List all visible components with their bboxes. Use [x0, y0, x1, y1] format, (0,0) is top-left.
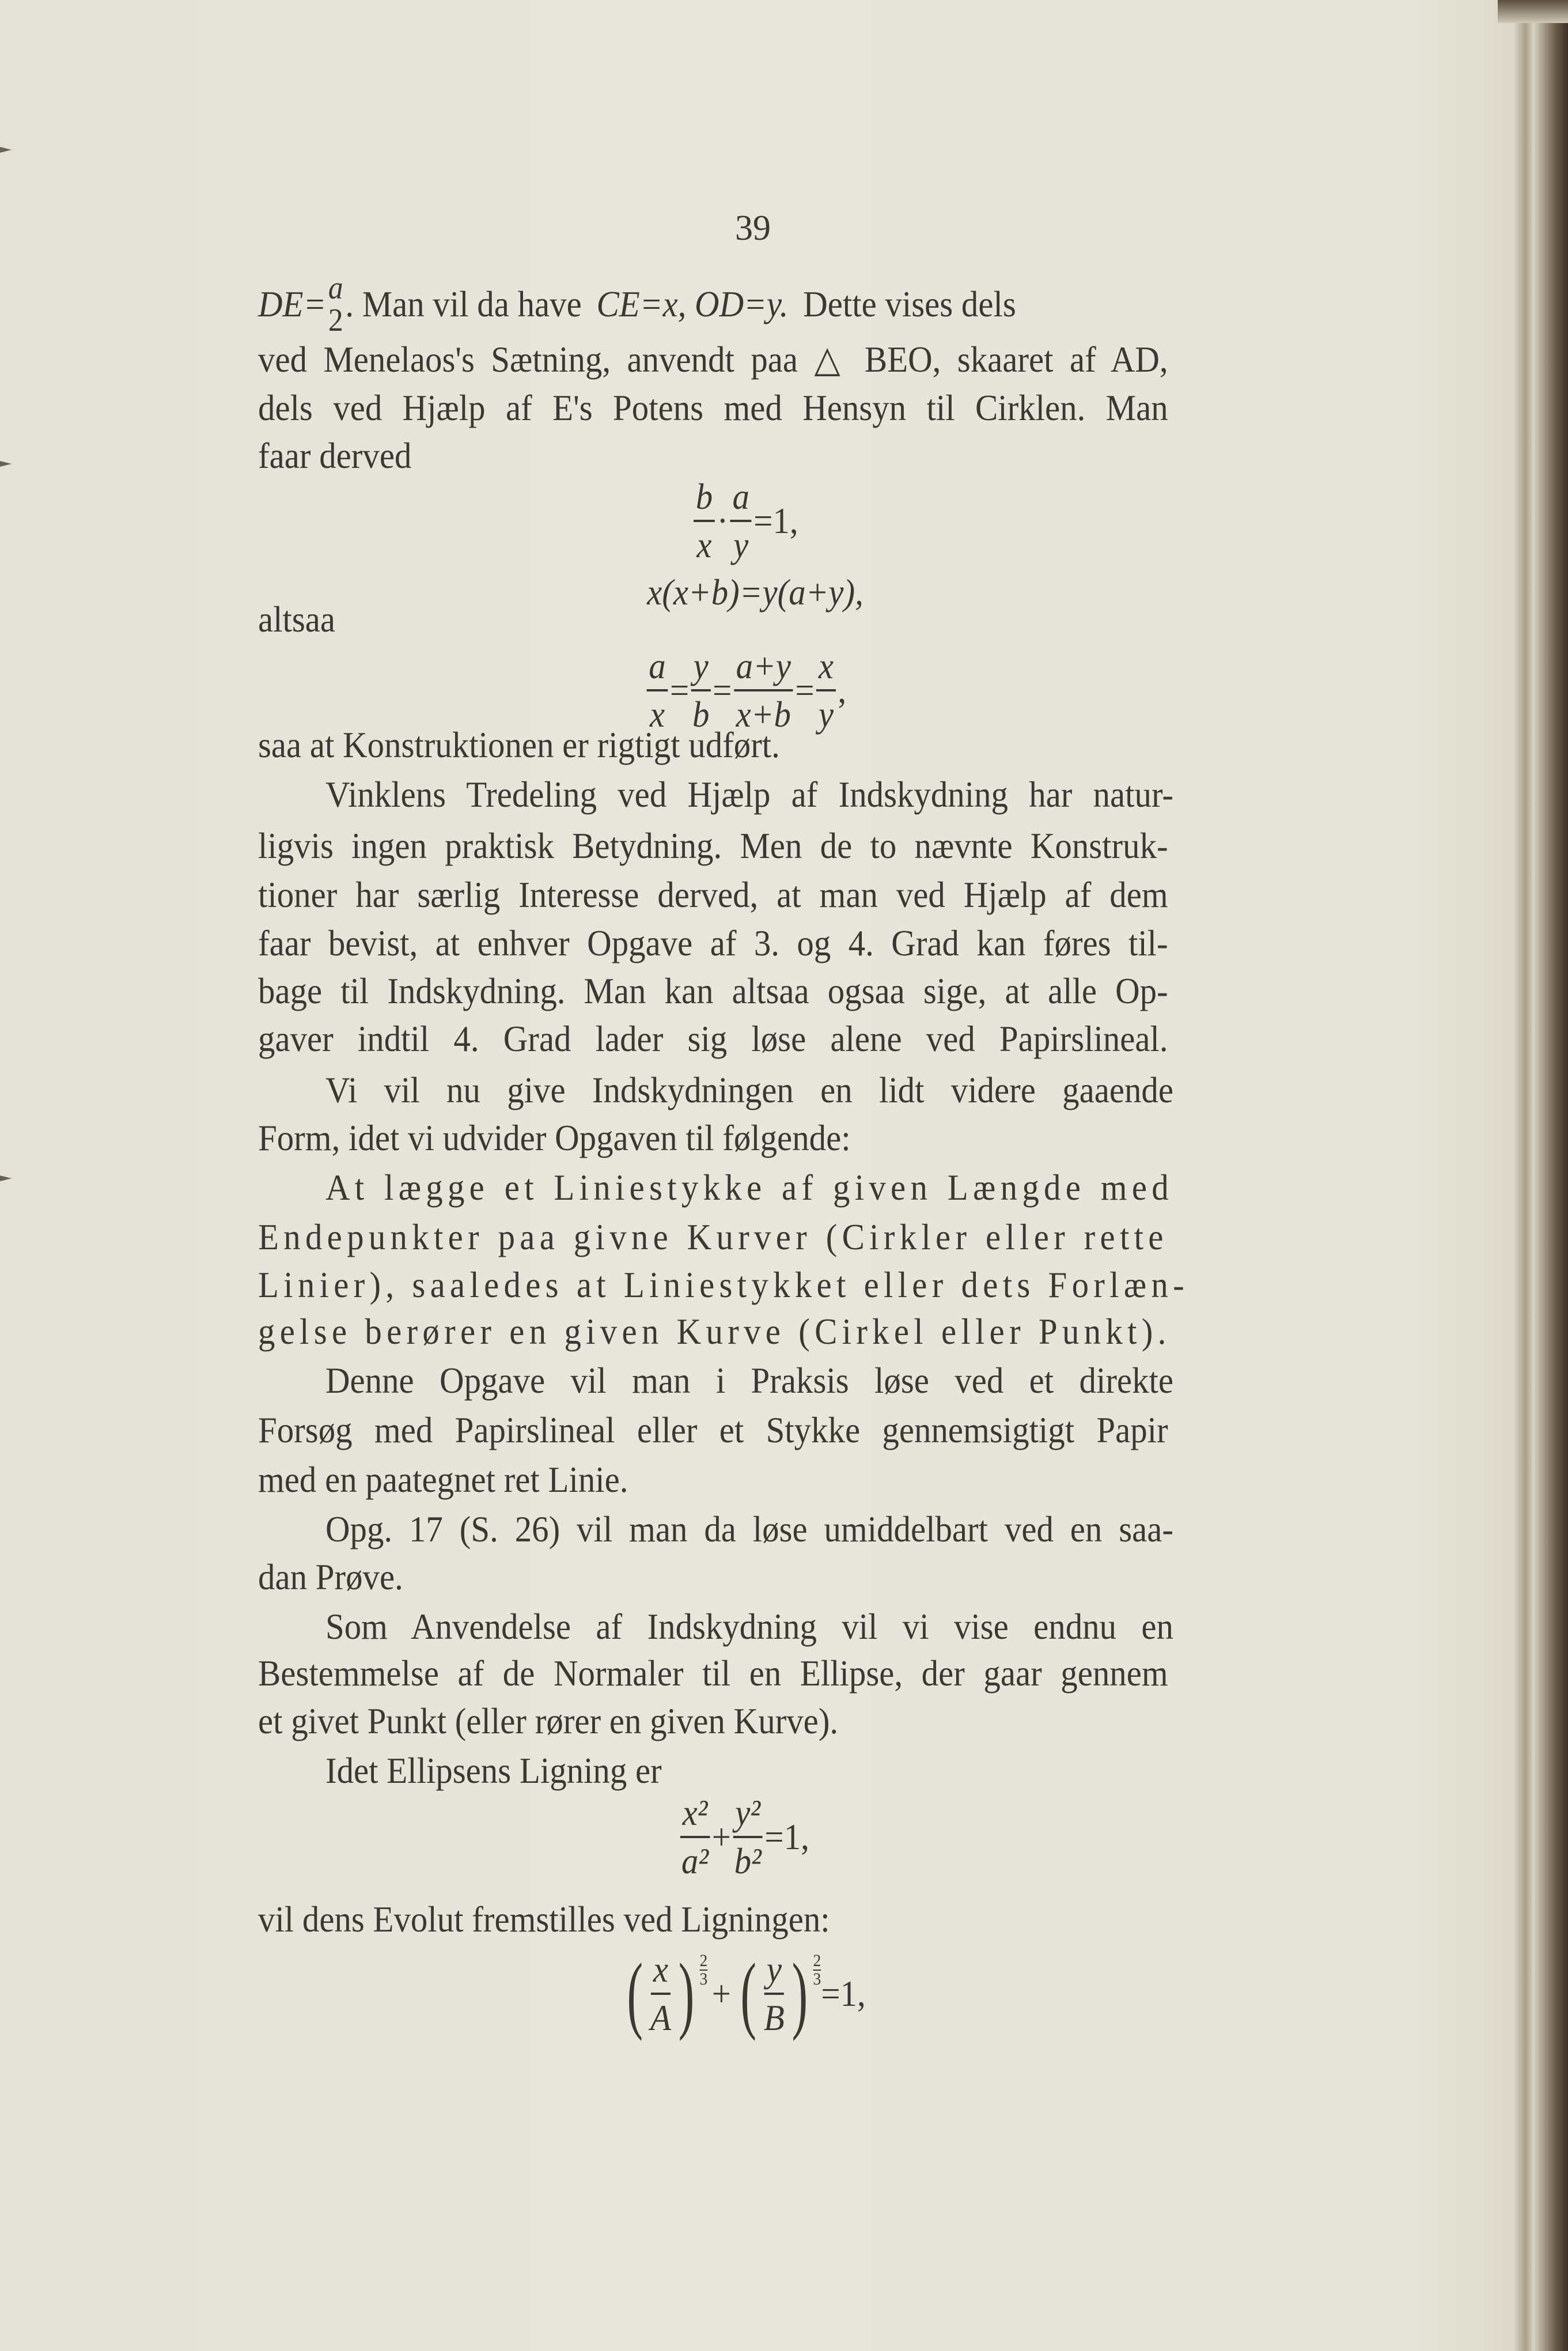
text-line: Form, idet vi udvider Opgaven til følgende: [258, 1117, 851, 1158]
fraction [328, 272, 343, 337]
text-line: altsaa [258, 599, 336, 640]
math-inline: DE= [258, 284, 327, 324]
text-line: Vinklens Tredeling ved Hjælp af Indskydning har natur- [325, 774, 1173, 815]
paren: ( [740, 1946, 757, 2042]
text-line: gaver indtil 4. Grad lader sig løse alene ved Papirslineal. [258, 1018, 1168, 1059]
operator: = [713, 670, 732, 710]
denominator: y [818, 694, 834, 735]
operator: = [670, 670, 690, 710]
equation-evolute [622, 1946, 865, 2041]
denominator: B [763, 1997, 785, 2038]
text-line: Endepunkter paa givne Kurver (Cirkler eller rette [258, 1216, 1168, 1257]
text-line: Som Anvendelse af Indskydning vil vi vise endnu en [325, 1606, 1173, 1647]
rhs: =1, [753, 500, 798, 541]
paren: ) [791, 1946, 808, 2042]
denominator: A [650, 1997, 671, 2038]
numerator: y² [733, 1790, 763, 1838]
text-line: tioner har særlig Interesse derved, at man ved Hjælp af dem [258, 874, 1168, 915]
exponent-den: 3 [699, 1970, 708, 1989]
text-line: Forsøg med Papirslineal eller et Stykke gennemsigtigt Papir [258, 1409, 1168, 1450]
denominator: x [696, 524, 712, 565]
exponent-num: 2 [813, 1951, 821, 1970]
text-line: faar derved [258, 435, 412, 476]
text-line: Idet Ellipsens Ligning er [325, 1750, 662, 1791]
fraction [650, 1946, 671, 2041]
operator: + [711, 1816, 731, 1857]
text-line: et givet Punkt (eller rører en given Kurve). [258, 1700, 839, 1741]
paren: ) [678, 1946, 695, 2042]
text-line: At lægge et Liniestykke af given Længde med [325, 1167, 1173, 1208]
text-line: saa at Konstruktionen er rigtigt udført. [258, 724, 780, 765]
text-line [258, 270, 1168, 338]
fraction [733, 1790, 763, 1884]
fraction [764, 1946, 785, 2041]
numerator: y [691, 643, 710, 691]
denominator: y [733, 524, 749, 565]
exponent-num: 2 [699, 1951, 708, 1970]
text-line: bage til Indskydning. Man kan altsaa ogsaa sige, at alle Op- [258, 970, 1168, 1011]
punctuation: , [838, 670, 847, 710]
exponent-den: 3 [813, 1970, 821, 1989]
text-line: Denne Opgave vil man i Praksis løse ved et direkte [325, 1360, 1173, 1401]
exponent [700, 1952, 708, 1988]
denominator: x+b [736, 694, 791, 735]
text: . Man vil da have [345, 284, 590, 324]
operator: = [795, 670, 815, 710]
rhs: =1, [821, 1973, 866, 2014]
text-line: faar bevist, at enhver Opgave af 3. og 4. Grad kan føres til- [258, 923, 1168, 963]
text-line: Vi vil nu give Indskydningen en lidt videre gaaende [325, 1069, 1173, 1110]
text-line: ligvis ingen praktisk Betydning. Men de to nævnte Konstruk- [258, 825, 1168, 866]
text-line: ved Menelaos's Sætning, anvendt paa △ BEO, skaaret af AD, [258, 339, 1168, 380]
text-line: dan Prøve. [258, 1556, 403, 1597]
denominator: 2 [328, 303, 343, 338]
text-line: dels ved Hjælp af E's Potens med Hensyn til Cirklen. Man [258, 387, 1168, 428]
numerator: x [651, 1946, 670, 1995]
operator: · [717, 500, 729, 541]
page-number: 39 [735, 209, 771, 248]
numerator: x [816, 643, 835, 691]
fraction [680, 1790, 710, 1884]
text-line: gelse berører en given Kurve (Cirkel eller Punkt). [258, 1311, 1171, 1352]
text-line: med en paategnet ret Linie. [258, 1459, 628, 1500]
numerator: a [647, 643, 668, 691]
equation-ellipse [678, 1790, 809, 1884]
book-edge [1498, 0, 1568, 23]
equation-1 [691, 474, 798, 568]
numerator: a [328, 270, 343, 306]
rhs: =1, [764, 1816, 809, 1857]
equation-2: x(x+b)=y(a+y), [647, 572, 863, 613]
numerator: a [730, 474, 752, 522]
denominator: a² [681, 1840, 709, 1881]
numerator: x² [680, 1790, 710, 1838]
text-line: vil dens Evolut fremstilles ved Ligningen: [258, 1899, 830, 1940]
denominator: b [692, 694, 710, 735]
text-line: Opg. 17 (S. 26) vil man da løse umiddelbart ved en saa- [325, 1509, 1173, 1549]
text: Dette vises dels [794, 284, 1016, 324]
paren: ( [627, 1946, 643, 2042]
exponent [813, 1952, 821, 1988]
fraction [730, 474, 752, 568]
fraction [694, 474, 715, 568]
denominator: x [649, 694, 665, 735]
text-line: Linier), saaledes at Liniestykket eller dets Forlæn- [258, 1264, 1189, 1305]
math-inline: CE=x, OD=y. [596, 284, 789, 324]
numerator: b [694, 474, 715, 522]
numerator: y [764, 1946, 783, 1995]
text-line: Bestemmelse af de Normaler til en Ellipse, der gaar gennem [258, 1653, 1168, 1694]
operator: + [711, 1973, 731, 2014]
denominator: b² [734, 1840, 762, 1881]
numerator: a+y [734, 643, 793, 691]
